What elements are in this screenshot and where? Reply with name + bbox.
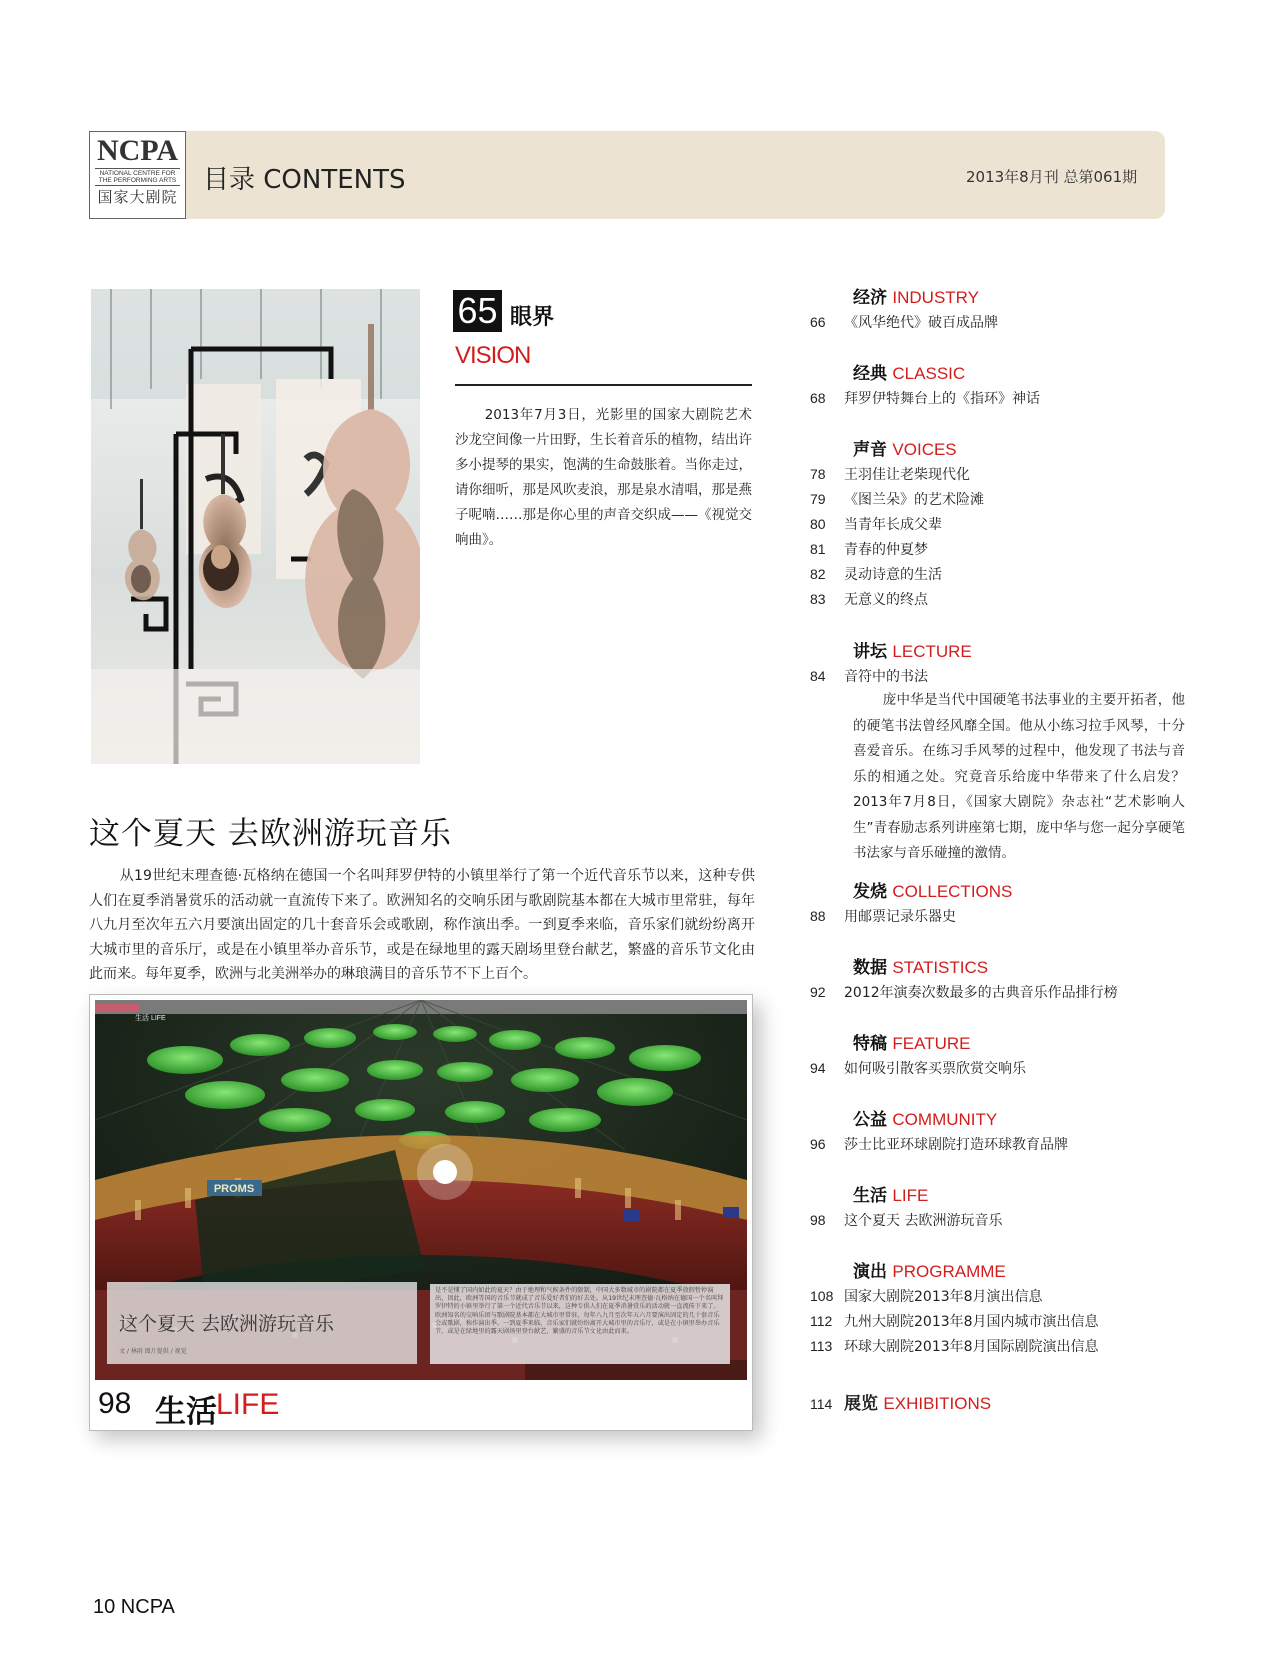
logo-wordmark: NCPA xyxy=(96,134,179,167)
toc-item[interactable] xyxy=(810,666,928,687)
toc-item[interactable] xyxy=(810,539,928,560)
toc-item-title: 九州大剧院2013年8月国内城市演出信息 xyxy=(844,1314,1099,1330)
toc-section-industry[interactable] xyxy=(853,288,979,308)
page-footer: 10 NCPA xyxy=(93,1596,175,1618)
toc-item-title: 音符中的书法 xyxy=(844,669,928,685)
spread-section-en: LIFE xyxy=(216,1388,280,1421)
toc-item-title: 《风华绝代》破百成品牌 xyxy=(844,315,998,331)
section-en: STATISTICS xyxy=(892,958,989,977)
toc-item-page: 81 xyxy=(810,541,826,557)
toc-section-feature[interactable] xyxy=(853,1034,970,1054)
toc-section-classic[interactable] xyxy=(853,364,965,384)
toc-item-page: 114 xyxy=(810,1396,833,1412)
vision-page-number: 65 xyxy=(453,290,502,332)
logo-subtitle-line-2: THE PERFORMING ARTS xyxy=(98,177,177,184)
section-en: LECTURE xyxy=(892,642,972,661)
section-cn: 展览 xyxy=(844,1394,878,1414)
toc-item-page: 79 xyxy=(810,491,826,507)
toc-item-page: 98 xyxy=(810,1212,826,1228)
toc-item-title: 《图兰朵》的艺术险滩 xyxy=(844,492,984,508)
proms-sign: PROMS xyxy=(213,1183,255,1195)
vision-title-en: VISION xyxy=(455,342,531,369)
toc-item-page: 78 xyxy=(810,466,826,482)
section-en: EXHIBITIONS xyxy=(883,1394,992,1413)
toc-item-page: 112 xyxy=(810,1313,833,1329)
toc-section-community[interactable] xyxy=(853,1110,997,1130)
toc-item-title: 2012年演奏次数最多的古典音乐作品排行榜 xyxy=(844,985,1118,1001)
article-body: 从19世纪末理查德·瓦格纳在德国一个名叫拜罗伊特的小镇里举行了第一个近代音乐节以来，这种专供人们在夏季消暑赏乐的活动就一直流传下来了。欧洲知名的交响乐团与歌剧院基本都在大城市里常驻，每年八九月至次年五六月要演出固定的几十套音乐会或歌剧，称作演出季。一到夏季来临，音乐家们就纷纷离开大城市里的音乐厅，或是在小镇里举办音乐节，或是在绿地里的露天剧场里登台献艺，繁盛的音乐节文化由此而来。每年夏季，欧洲与北美洲举办的琳琅满目的音乐节不下上百个。 xyxy=(89,868,755,982)
toc-section-lecture[interactable] xyxy=(853,642,972,662)
section-cn: 数据 xyxy=(853,958,887,978)
toc-section-exhibitions[interactable] xyxy=(810,1394,991,1414)
section-en: INDUSTRY xyxy=(892,288,979,307)
toc-item[interactable] xyxy=(810,1286,1043,1307)
section-cn: 经典 xyxy=(853,364,887,384)
toc-item[interactable] xyxy=(810,1134,1068,1155)
logo-chinese-name: 国家大剧院 xyxy=(97,188,178,206)
toc-item-page: 84 xyxy=(810,668,826,684)
toc-item[interactable] xyxy=(810,589,928,610)
section-en: FEATURE xyxy=(892,1034,971,1053)
toc-item-title: 如何吸引散客买票欣赏交响乐 xyxy=(844,1061,1026,1077)
section-en: VOICES xyxy=(892,440,957,459)
vision-violin-photo xyxy=(91,289,420,764)
toc-item-title: 用邮票记录乐器史 xyxy=(844,909,956,925)
toc-section-statistics[interactable] xyxy=(853,958,988,978)
toc-item-title: 王羽佳让老柴现代化 xyxy=(844,467,970,483)
toc-section-life[interactable] xyxy=(853,1186,928,1206)
vision-summary: 2013年7月3日，光影里的国家大剧院艺术沙龙空间像一片田野，生长着音乐的植物，结出许多小提琴的果实，饱满的生命鼓胀着。当你走过，请你细听，那是风吹麦浪，那是泉水清唱，那是燕子呢喃……那是你心里的声音交织成——《视觉交响曲》。 xyxy=(455,407,752,548)
spread-caption-title: 这个夏天 去欧洲游玩音乐 xyxy=(119,1313,335,1335)
toc-item-title: 当青年长成父辈 xyxy=(844,517,942,533)
violin-installation-image xyxy=(91,289,420,764)
toc-item[interactable] xyxy=(810,312,998,333)
toc-item-title: 莎士比亚环球剧院打造环球教育品牌 xyxy=(844,1137,1068,1153)
toc-section-voices[interactable] xyxy=(853,440,957,460)
lecture-description: 庞中华是当代中国硬笔书法事业的主要开拓者，他的硬笔书法曾经风靡全国。他从小练习拉手风琴，十分喜爱音乐。在练习手风琴的过程中，他发现了书法与音乐的相通之处。究竟音乐给庞中华带来了什么启发？2013年7月8日，《国家大剧院》杂志社“艺术影响人生”青春励志系列讲座第七期，庞中华与您一起分享硬笔书法家与音乐碰撞的激情。 xyxy=(853,692,1185,861)
toc-item-title: 拜罗伊特舞台上的《指环》神话 xyxy=(844,391,1040,407)
toc-item-page: 113 xyxy=(810,1338,833,1354)
section-cn: 演出 xyxy=(853,1262,887,1282)
toc-item-page: 92 xyxy=(810,984,826,1000)
section-en: LIFE xyxy=(892,1186,929,1205)
spread-section-cn: 生活 xyxy=(155,1394,217,1430)
ncpa-logo xyxy=(89,131,186,219)
section-cn: 声音 xyxy=(853,440,887,460)
section-cn: 特稿 xyxy=(853,1034,887,1054)
toc-item-page: 68 xyxy=(810,390,826,406)
section-en: CLASSIC xyxy=(892,364,966,383)
toc-item[interactable] xyxy=(810,1058,1026,1079)
logo-subtitle xyxy=(95,168,180,186)
toc-item-page: 82 xyxy=(810,566,826,582)
section-cn: 经济 xyxy=(853,288,887,308)
toc-item[interactable] xyxy=(810,982,1118,1003)
spread-byline: 文 / 林雨 图片提供 / 视觉 xyxy=(119,1348,187,1355)
toc-item-page: 80 xyxy=(810,516,826,532)
toc-item[interactable] xyxy=(810,514,942,535)
toc-item-page: 96 xyxy=(810,1136,826,1152)
section-cn: 讲坛 xyxy=(853,642,887,662)
toc-item[interactable] xyxy=(810,564,942,585)
toc-item-page: 108 xyxy=(810,1288,834,1304)
vision-title-cn: 眼界 xyxy=(510,305,555,330)
concert-hall-photo xyxy=(95,1000,747,1380)
vision-divider xyxy=(455,384,752,386)
issue-info: 2013年8月刊 总第061期 xyxy=(966,168,1138,186)
toc-item[interactable] xyxy=(810,388,1040,409)
section-cn: 生活 xyxy=(853,1186,887,1206)
toc-item[interactable] xyxy=(810,1336,1099,1357)
toc-section-collections[interactable] xyxy=(853,882,1012,902)
spread-page-number: 98 xyxy=(98,1387,132,1420)
section-cn: 公益 xyxy=(853,1110,887,1130)
toc-item[interactable] xyxy=(810,489,984,510)
logo-subtitle-line-1: NATIONAL CENTRE FOR xyxy=(99,170,176,177)
toc-section-programme[interactable] xyxy=(853,1262,1006,1282)
toc-item[interactable] xyxy=(810,906,956,927)
section-en: PROGRAMME xyxy=(892,1262,1006,1281)
spread-section-tag: 生活 LIFE xyxy=(135,1015,166,1022)
toc-item-page: 66 xyxy=(810,314,826,330)
toc-item-page: 83 xyxy=(810,591,826,607)
magazine-spread-preview xyxy=(89,994,753,1431)
toc-item-page: 88 xyxy=(810,908,826,924)
section-cn: 发烧 xyxy=(853,882,887,902)
toc-item[interactable] xyxy=(810,464,970,485)
spread-body-text: 是不是懂了国内如此的夏天？由于地理和气候条件的限制，中国大多数城市的剧院都在夏季放假暂停演出，因此，欧洲等国的音乐节就成了音乐爱好者们的好去处。从19世纪末理查德·瓦格纳在德国一个名叫拜罗伊特的小镇里举行了第一个近代音乐节以来，这种专供人们在夏季消暑赏乐的活动就一直流传下来了。欧洲知名的交响乐团与歌剧院基本都在大城市里常驻，每年八九月至次年五六月要演出固定的几十套音乐会或歌剧，称作演出季。一到夏季来临，音乐家们就纷纷离开大城市里的音乐厅，或是在小镇里举办音乐节，或是在绿地里的露天剧场里登台献艺，繁盛的音乐节文化由此而来。 xyxy=(430,1284,730,1364)
toc-item[interactable] xyxy=(810,1311,1099,1332)
toc-item-title: 环球大剧院2013年8月国际剧院演出信息 xyxy=(844,1339,1099,1355)
toc-item-title: 这个夏天 去欧洲游玩音乐 xyxy=(844,1213,1003,1229)
toc-item-title: 灵动诗意的生活 xyxy=(844,567,942,583)
toc-item-title: 青春的仲夏梦 xyxy=(844,542,928,558)
section-en: COMMUNITY xyxy=(892,1110,998,1129)
toc-item-title: 无意义的终点 xyxy=(844,592,928,608)
toc-item-page: 94 xyxy=(810,1060,826,1076)
toc-item[interactable] xyxy=(810,1210,1002,1231)
toc-item-title: 国家大剧院2013年8月演出信息 xyxy=(844,1289,1043,1305)
article-title: 这个夏天 去欧洲游玩音乐 xyxy=(89,816,452,852)
page-title: 目录 CONTENTS xyxy=(203,165,406,195)
section-en: COLLECTIONS xyxy=(892,882,1013,901)
